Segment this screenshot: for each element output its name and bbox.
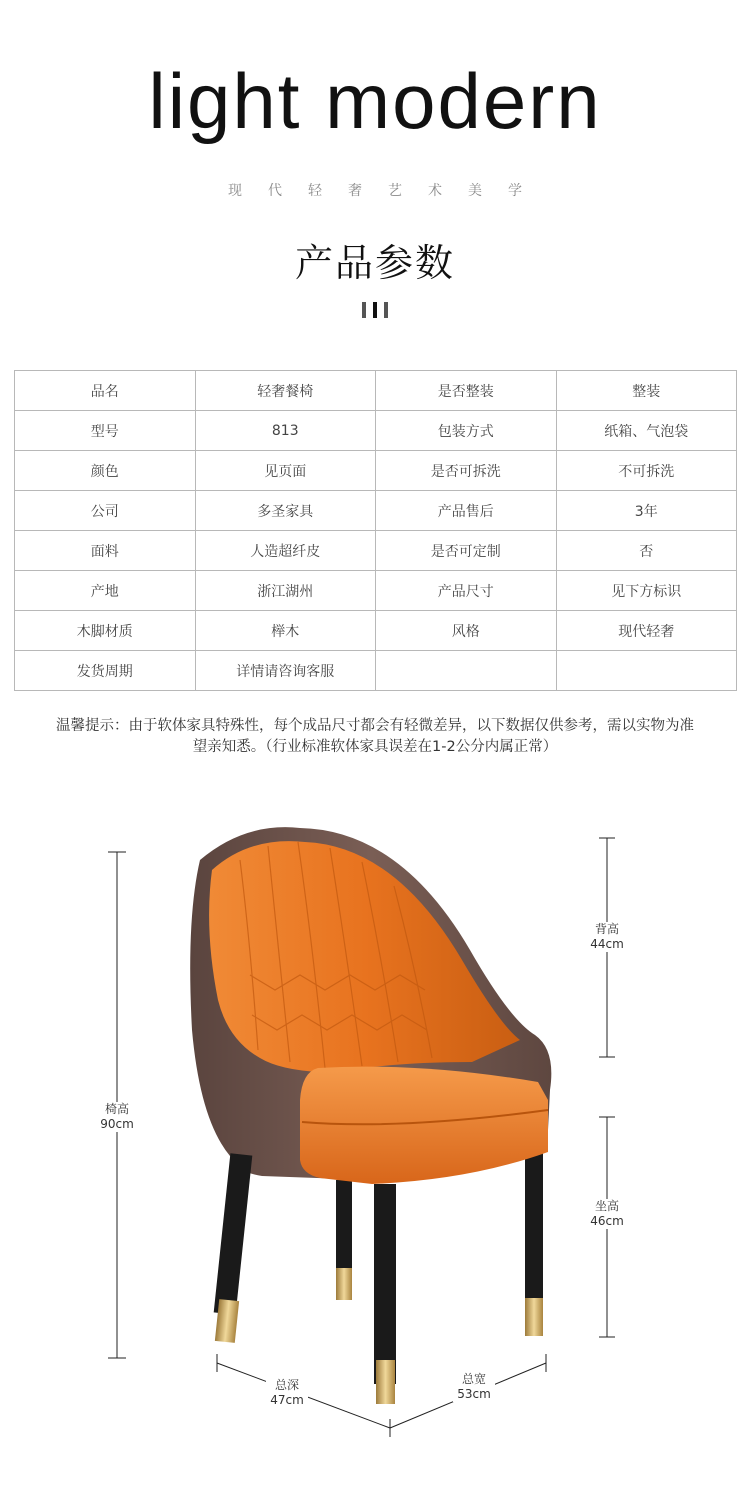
product-dimension-figure [0,800,750,1508]
param-label: 是否可定制 [376,531,557,571]
param-value: 见下方标识 [556,571,737,611]
param-value: 不可拆洗 [556,451,737,491]
table-row [15,531,737,571]
param-label: 风格 [376,611,557,651]
table-row [15,491,737,531]
back-height-label: 背高 44cm [587,922,627,952]
chair-illustration [0,800,750,1508]
divider-bars-icon [0,302,750,318]
param-value [556,651,737,691]
param-label: 木脚材质 [15,611,196,651]
param-label: 面料 [15,531,196,571]
param-value: 人造超纤皮 [195,531,376,571]
param-value: 纸箱、气泡袋 [556,411,737,451]
param-value: 浙江湖州 [195,571,376,611]
param-label: 包装方式 [376,411,557,451]
hero-subtitle: 现代轻奢艺术美学 [228,183,548,199]
section-title: 产品参数 [294,241,455,285]
param-label: 颜色 [15,451,196,491]
param-value: 轻奢餐椅 [195,371,376,411]
depth-label: 总深 47cm [266,1378,308,1408]
param-value: 多圣家具 [195,491,376,531]
param-label: 产品尺寸 [376,571,557,611]
table-row [15,451,737,491]
param-value: 3年 [556,491,737,531]
param-value: 813 [195,411,376,451]
param-label: 产品售后 [376,491,557,531]
param-value: 详情请咨询客服 [195,651,376,691]
param-value: 现代轻奢 [556,611,737,651]
front-legs [214,1153,396,1404]
param-label: 是否可拆洗 [376,451,557,491]
param-value: 否 [556,531,737,571]
param-label: 是否整装 [376,371,557,411]
chair-seat [300,1067,548,1184]
width-label: 总宽 53cm [453,1372,495,1402]
param-value: 整装 [556,371,737,411]
param-label: 公司 [15,491,196,531]
table-row [15,651,737,691]
hero-title: light modern [148,57,602,145]
params-table [14,370,737,691]
notice-text [30,716,720,758]
param-value: 榉木 [195,611,376,651]
param-label: 品名 [15,371,196,411]
table-row [15,571,737,611]
table-row [15,411,737,451]
param-value: 见页面 [195,451,376,491]
param-label: 型号 [15,411,196,451]
table-row [15,611,737,651]
notice-line-1: 温馨提示：由于软体家具特殊性，每个成品尺寸都会有轻微差异，以下数据仅供参考，需以实物为准 [56,718,694,734]
seat-height-label: 坐高 46cm [587,1199,627,1229]
param-label: 发货周期 [15,651,196,691]
param-label [376,651,557,691]
chair-height-label: 椅高 90cm [97,1102,137,1132]
param-label: 产地 [15,571,196,611]
notice-line-2: 望亲知悉。（行业标准软体家具误差在1-2公分内属正常） [192,739,558,755]
table-row [15,371,737,411]
